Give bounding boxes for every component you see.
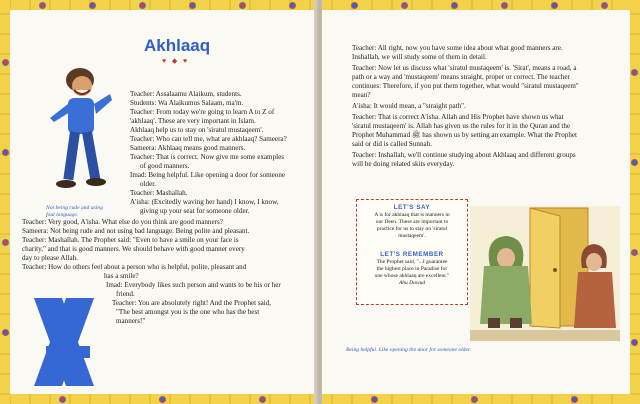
lets-remember-body bbox=[363, 259, 461, 287]
flower-ornament bbox=[472, 397, 477, 402]
dialogue-line: continues: Therefore, if you put them together, what would "siratul mustaqeem" bbox=[352, 82, 579, 90]
dialogue-line: day to please Allah. bbox=[22, 254, 78, 262]
illustration-caption bbox=[46, 205, 103, 219]
decorative-border-top bbox=[0, 0, 318, 10]
rude-boy-illustration bbox=[44, 64, 114, 204]
dialogue-line: charity," and that is good manners. We should behave with good manner every bbox=[22, 245, 245, 253]
flower-ornament bbox=[352, 3, 357, 8]
dialogue-line: 'siratul mustaqeem' is. Allah has given us the rules for it in the Quran and the bbox=[352, 122, 571, 130]
decorative-border-bottom bbox=[0, 394, 318, 404]
dialogue-line: Teacher: That is correct. Now give me some examples bbox=[130, 153, 284, 161]
dialogue-line: Teacher: Who can tell me, what are akhlaaq? Sameera? bbox=[130, 135, 287, 143]
flower-ornament bbox=[452, 3, 457, 8]
flower-ornament bbox=[602, 3, 607, 8]
dialogue-line: Teacher: All right, now you have some idea about what good manners are. bbox=[352, 44, 563, 52]
lets-say-heading: LET'S SAY bbox=[393, 204, 431, 211]
dialogue-line: of good manners. bbox=[140, 162, 190, 170]
flower-ornament bbox=[190, 3, 195, 8]
dialogue-line: Imad: Being helpful. Like opening a door for someone bbox=[130, 171, 286, 179]
flower-ornament bbox=[160, 397, 165, 402]
lets-remember-line: The Prophet said, "...I guarantee bbox=[376, 259, 448, 265]
dialogue-line: 'akhlaaq'. These are very important in Islam. bbox=[130, 117, 256, 125]
dialogue-line: Teacher: Mashallah. The Prophet said: "Even to have a smile on your face is bbox=[22, 236, 239, 244]
flower-ornament bbox=[90, 3, 95, 8]
dialogue-line: Teacher: Inshallah, we'll continue studying about Akhlaaq and different groups bbox=[352, 151, 576, 159]
flower-ornament bbox=[3, 240, 8, 245]
dialogue-line: Teacher: You are absolutely right! And the Prophet said, bbox=[112, 299, 272, 307]
dialogue-line: friend. bbox=[116, 290, 135, 298]
caption-line: foul language. bbox=[46, 212, 79, 218]
flower-ornament bbox=[290, 3, 295, 8]
lets-remember-line: the highest place in Paradise for bbox=[376, 265, 448, 272]
lets-remember-line: one whose akhlaaq are excellent." bbox=[374, 272, 450, 279]
dialogue-line: Teacher: From today we're going to learn A to Z of bbox=[130, 108, 275, 116]
dialogue-line: giving up your seat for someone older. bbox=[140, 207, 250, 215]
dialogue-line: A'isha: It would mean, a "straight path". bbox=[352, 102, 466, 110]
left-page bbox=[0, 0, 318, 404]
illustration-caption: Being helpful. Like opening the door for someone older. bbox=[346, 347, 471, 353]
caption-line: Not being rude and using bbox=[46, 205, 103, 211]
dialogue-line: Sameera: Not being rude and not using bad language. Being polite and pleasant. bbox=[22, 227, 250, 235]
dialogue-line: older. bbox=[140, 180, 156, 188]
flower-ornament bbox=[3, 150, 8, 155]
flower-ornament bbox=[40, 3, 45, 8]
dialogue-line: will be doing related skits everyday. bbox=[352, 160, 455, 168]
dialogue-line: Teacher: That is correct A'isha. Allah and His Prophet have shown us what bbox=[352, 113, 564, 121]
flower-ornament bbox=[140, 3, 145, 8]
flower-ornament bbox=[632, 340, 637, 345]
dialogue-line: Teacher: Now let us discuss what 'siratul mustaqeem' is. 'Sirat', means a road, a bbox=[352, 64, 577, 72]
dialogue-line: Teacher: Very good, A'isha. What else do you think are good manners? bbox=[22, 218, 223, 226]
dialogue-line: A'isha: (Excitedly waving her hand) I know, I know, bbox=[130, 198, 279, 206]
dialogue-line: "The best amongst you is the one who has the best bbox=[116, 308, 260, 316]
dialogue-line: Prophet Muhammad ﷺ has shown us by setting an example. What the Prophet bbox=[352, 131, 577, 139]
flower-ornament bbox=[240, 3, 245, 8]
dialogue-line: said or did is called Sunnah. bbox=[352, 140, 432, 148]
flower-ornament bbox=[3, 330, 8, 335]
door-opening-illustration bbox=[470, 206, 620, 341]
flower-ornament bbox=[372, 397, 377, 402]
dialogue-line: Teacher: Assalaamu Alaikum, students. bbox=[130, 90, 242, 98]
decorative-border-bottom bbox=[322, 394, 640, 404]
flower-ornament bbox=[260, 397, 265, 402]
dialogue-line: Imad: Everybody likes such person and wants to be his or her bbox=[106, 281, 281, 289]
flower-ornament bbox=[402, 3, 407, 8]
hadith-source: Abu Dawud bbox=[398, 279, 426, 286]
dialogue-line: Teacher: How do others feel about a person who is helpful, polite, pleasant and bbox=[22, 263, 247, 271]
dialogue-line: has a smile? bbox=[104, 272, 139, 280]
lets-say-line: A is for akhlaaq that is manners in bbox=[374, 212, 450, 218]
dialogue-line: Students: Wa Alaikumus Salaam, ma'm. bbox=[130, 99, 244, 107]
flower-ornament bbox=[60, 397, 65, 402]
flower-ornament bbox=[632, 250, 637, 255]
lets-say-line: mustaqeem'. bbox=[398, 232, 426, 239]
flower-ornament bbox=[502, 3, 507, 8]
lets-say-remember-box bbox=[356, 199, 468, 305]
lets-say-line: practice for us to stay on 'siratul bbox=[376, 225, 448, 232]
drop-cap-letter-a bbox=[28, 292, 110, 386]
decorative-border-top bbox=[322, 0, 640, 10]
dialogue-line: Inshallah, we will study some of them in detail. bbox=[352, 53, 487, 61]
lets-say-body bbox=[363, 212, 461, 240]
dialogue-line: Sameera: Akhlaaq means good manners. bbox=[130, 144, 246, 152]
lets-say-line: our Deen. These are important to bbox=[375, 218, 449, 225]
flower-ornament bbox=[632, 70, 637, 75]
dialogue-line: Teacher: Mashallah. bbox=[130, 189, 188, 197]
lets-remember-heading: LET'S REMEMBER bbox=[380, 251, 444, 258]
title-ornament: ♥ ◆ ♥ bbox=[162, 57, 190, 65]
flower-ornament bbox=[632, 160, 637, 165]
flower-ornament bbox=[572, 397, 577, 402]
dialogue-line: manners!" bbox=[116, 317, 146, 325]
chapter-title: Akhlaaq bbox=[144, 36, 211, 55]
dialogue-line: path or a way and 'mustaqeem' means straight, proper or correct. The teacher bbox=[352, 73, 570, 81]
flower-ornament bbox=[552, 3, 557, 8]
flower-ornament bbox=[3, 60, 8, 65]
dialogue-line: mean? bbox=[352, 91, 371, 99]
dialogue-line: Akhlaaq help us to stay on 'siratul mustaqeem'. bbox=[130, 126, 264, 134]
